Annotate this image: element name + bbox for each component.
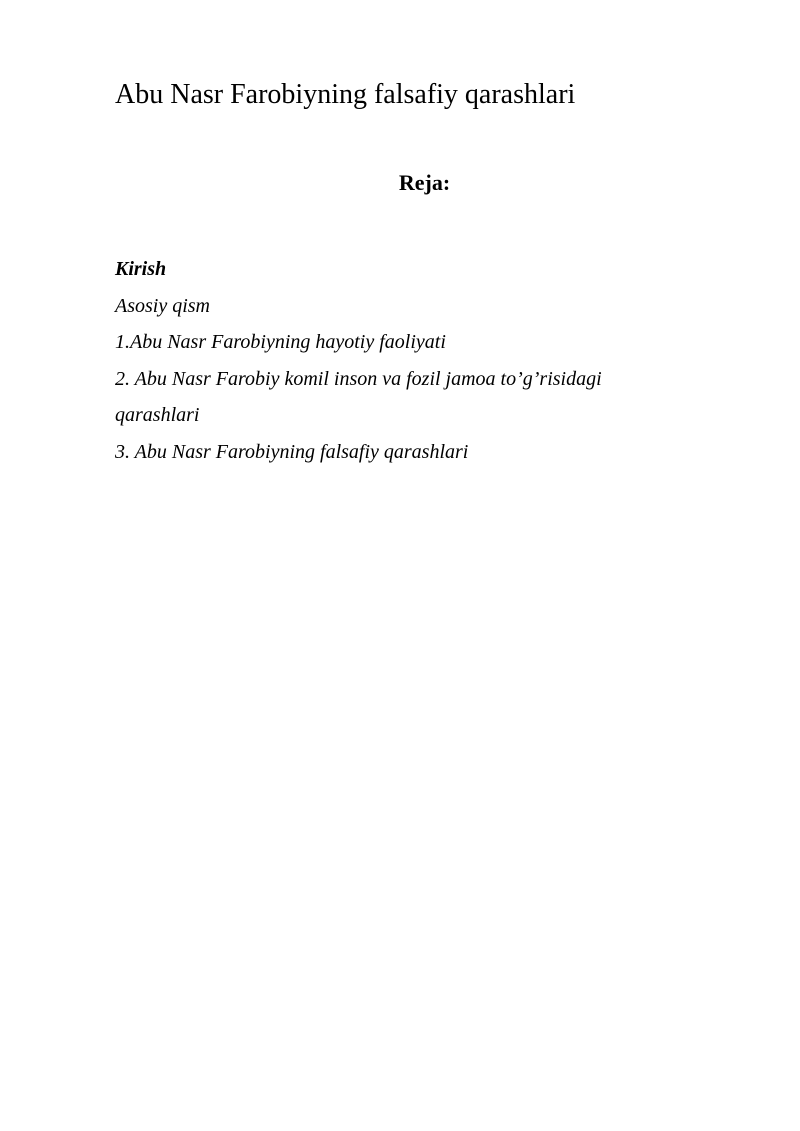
plan-item-2-line-1: 2. Abu Nasr Farobiy komil inson va fozil jamoa to’g’risidagi bbox=[115, 367, 602, 390]
plan-list bbox=[115, 251, 719, 470]
plan-item-2-line-2: qarashlari bbox=[115, 404, 200, 426]
plan-item-3: 3. Abu Nasr Farobiyning falsafiy qarashlari bbox=[115, 440, 469, 463]
plan-item-introduction: Kirish bbox=[115, 258, 167, 280]
plan-item-1: 1.Abu Nasr Farobiyning hayotiy faoliyati bbox=[115, 331, 446, 353]
plan-item-main-part: Asosiy qism bbox=[115, 294, 210, 317]
document-title: Abu Nasr Farobiyning falsafiy qarashlari bbox=[115, 79, 576, 110]
plan-heading: Reja: bbox=[398, 170, 451, 195]
